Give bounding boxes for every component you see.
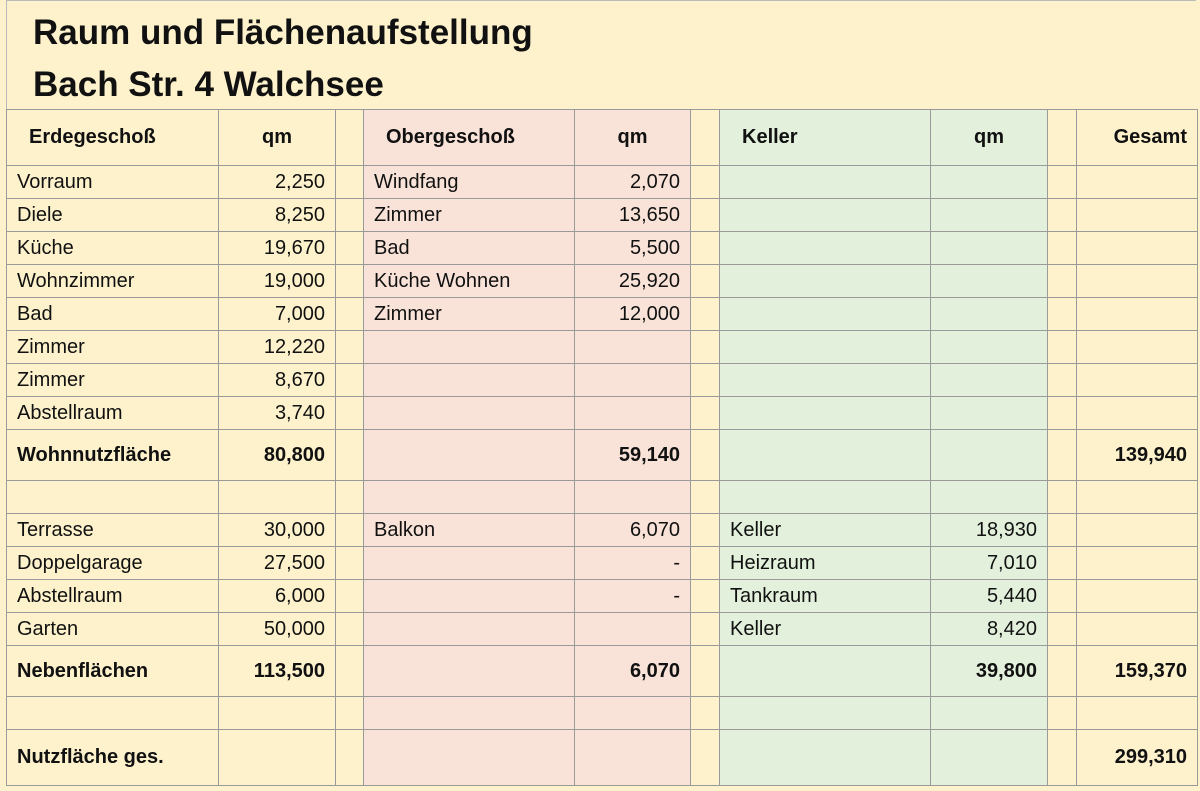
table-row	[7, 331, 1198, 364]
cell-empty[interactable]	[1048, 430, 1077, 481]
cell-empty[interactable]	[720, 199, 931, 232]
table-row	[7, 166, 1198, 199]
cell-empty[interactable]	[1048, 547, 1077, 580]
eg-room[interactable]: Zimmer	[7, 364, 219, 397]
cell-empty[interactable]	[931, 481, 1048, 514]
cell-empty[interactable]	[336, 166, 364, 199]
eg-room[interactable]: Wohnzimmer	[7, 265, 219, 298]
og-area[interactable]: -	[575, 547, 691, 580]
cell-empty[interactable]	[691, 430, 720, 481]
table-row	[7, 397, 1198, 430]
cell-empty[interactable]	[1077, 514, 1198, 547]
wohn-total-eg[interactable]: 80,800	[219, 430, 336, 481]
table-row	[7, 265, 1198, 298]
header-og[interactable]: Obergeschoß	[364, 110, 575, 166]
cell-empty[interactable]	[336, 547, 364, 580]
cell-empty[interactable]	[931, 265, 1048, 298]
neben-total-gesamt[interactable]: 159,370	[1077, 646, 1198, 697]
keller-room[interactable]: Keller	[720, 514, 931, 547]
header-row	[7, 110, 1198, 166]
cell-empty[interactable]	[691, 481, 720, 514]
wohn-total-og[interactable]: 59,140	[575, 430, 691, 481]
table-row	[7, 232, 1198, 265]
og-area[interactable]: 5,500	[575, 232, 691, 265]
cell-empty[interactable]	[720, 166, 931, 199]
eg-room[interactable]: Zimmer	[7, 331, 219, 364]
cell-empty[interactable]	[1048, 397, 1077, 430]
cell-empty[interactable]	[1048, 580, 1077, 613]
og-area[interactable]: -	[575, 580, 691, 613]
cell-empty[interactable]	[1048, 166, 1077, 199]
cell-empty[interactable]	[336, 514, 364, 547]
cell-empty[interactable]	[1048, 613, 1077, 646]
eg-room[interactable]: Doppelgarage	[7, 547, 219, 580]
header-keller-qm[interactable]: qm	[931, 110, 1048, 166]
cell-empty[interactable]	[1077, 547, 1198, 580]
area-table	[6, 109, 1198, 786]
cell-empty[interactable]	[336, 730, 364, 786]
cell-empty[interactable]	[1077, 298, 1198, 331]
cell-empty[interactable]	[1077, 397, 1198, 430]
keller-room[interactable]: Heizraum	[720, 547, 931, 580]
cell-empty[interactable]	[691, 110, 720, 166]
cell-empty[interactable]	[1077, 613, 1198, 646]
cell-empty[interactable]	[691, 298, 720, 331]
cell-empty[interactable]	[575, 481, 691, 514]
og-room[interactable]: Windfang	[364, 166, 575, 199]
cell-empty[interactable]	[931, 730, 1048, 786]
cell-empty[interactable]	[1048, 730, 1077, 786]
og-area[interactable]: 2,070	[575, 166, 691, 199]
cell-empty[interactable]	[691, 730, 720, 786]
cell-empty[interactable]	[1077, 364, 1198, 397]
cell-empty[interactable]	[691, 646, 720, 697]
cell-empty[interactable]	[1048, 364, 1077, 397]
spacer-row	[7, 697, 1198, 730]
cell-empty[interactable]	[219, 730, 336, 786]
keller-area[interactable]: 5,440	[931, 580, 1048, 613]
eg-room[interactable]: Bad	[7, 298, 219, 331]
og-room[interactable]	[364, 547, 575, 580]
eg-room[interactable]: Küche	[7, 232, 219, 265]
cell-empty[interactable]	[931, 298, 1048, 331]
neben-total-label[interactable]: Nebenflächen	[7, 646, 219, 697]
wohn-total-row	[7, 430, 1198, 481]
cell-empty[interactable]	[336, 397, 364, 430]
title-line-1: Raum und Flächenaufstellung	[33, 13, 533, 52]
cell-empty[interactable]	[691, 514, 720, 547]
eg-area[interactable]: 19,670	[219, 232, 336, 265]
eg-area[interactable]: 27,500	[219, 547, 336, 580]
cell-empty[interactable]	[931, 697, 1048, 730]
cell-empty[interactable]	[720, 331, 931, 364]
cell-empty[interactable]	[1048, 646, 1077, 697]
og-area[interactable]: 6,070	[575, 514, 691, 547]
eg-room[interactable]: Terrasse	[7, 514, 219, 547]
cell-empty[interactable]	[1048, 697, 1077, 730]
header-gesamt[interactable]: Gesamt	[1077, 110, 1198, 166]
cell-empty[interactable]	[691, 166, 720, 199]
cell-empty[interactable]	[1077, 166, 1198, 199]
keller-area[interactable]: 18,930	[931, 514, 1048, 547]
cell-empty[interactable]	[336, 430, 364, 481]
cell-empty[interactable]	[720, 697, 931, 730]
cell-empty[interactable]	[720, 430, 931, 481]
cell-empty[interactable]	[336, 697, 364, 730]
cell-empty[interactable]	[931, 199, 1048, 232]
eg-area[interactable]: 6,000	[219, 580, 336, 613]
cell-empty[interactable]	[691, 613, 720, 646]
cell-empty[interactable]	[720, 646, 931, 697]
cell-empty[interactable]	[1048, 298, 1077, 331]
cell-empty[interactable]	[1048, 265, 1077, 298]
table-row	[7, 547, 1198, 580]
eg-room[interactable]: Abstellraum	[7, 397, 219, 430]
cell-empty[interactable]	[691, 580, 720, 613]
eg-room[interactable]: Abstellraum	[7, 580, 219, 613]
og-area[interactable]	[575, 331, 691, 364]
table-row	[7, 199, 1198, 232]
eg-area[interactable]: 8,250	[219, 199, 336, 232]
header-og-qm[interactable]: qm	[575, 110, 691, 166]
og-area[interactable]: 12,000	[575, 298, 691, 331]
cell-empty[interactable]	[7, 697, 219, 730]
og-area[interactable]	[575, 613, 691, 646]
og-room[interactable]: Küche Wohnen	[364, 265, 575, 298]
cell-empty[interactable]	[720, 265, 931, 298]
keller-room[interactable]: Tankraum	[720, 580, 931, 613]
cell-empty[interactable]	[336, 265, 364, 298]
og-room[interactable]	[364, 364, 575, 397]
cell-empty[interactable]	[1048, 481, 1077, 514]
cell-empty[interactable]	[1077, 580, 1198, 613]
table-row	[7, 580, 1198, 613]
eg-room[interactable]: Vorraum	[7, 166, 219, 199]
og-room[interactable]: Zimmer	[364, 298, 575, 331]
title-block	[6, 0, 1196, 109]
neben-total-row	[7, 646, 1198, 697]
og-room[interactable]: Bad	[364, 232, 575, 265]
title-line-2: Bach Str. 4 Walchsee	[33, 65, 384, 104]
cell-empty[interactable]	[364, 481, 575, 514]
og-room[interactable]	[364, 580, 575, 613]
eg-area[interactable]: 19,000	[219, 265, 336, 298]
eg-area[interactable]: 30,000	[219, 514, 336, 547]
eg-area[interactable]: 50,000	[219, 613, 336, 646]
cell-empty[interactable]	[720, 364, 931, 397]
cell-empty[interactable]	[691, 547, 720, 580]
keller-area[interactable]: 7,010	[931, 547, 1048, 580]
neben-total-keller[interactable]: 39,800	[931, 646, 1048, 697]
cell-empty[interactable]	[1048, 110, 1077, 166]
keller-room[interactable]: Keller	[720, 613, 931, 646]
og-room[interactable]: Zimmer	[364, 199, 575, 232]
cell-empty[interactable]	[219, 697, 336, 730]
cell-empty[interactable]	[336, 364, 364, 397]
cell-empty[interactable]	[1048, 331, 1077, 364]
cell-empty[interactable]	[336, 481, 364, 514]
cell-empty[interactable]	[7, 481, 219, 514]
og-room[interactable]: Balkon	[364, 514, 575, 547]
cell-empty[interactable]	[364, 430, 575, 481]
neben-total-eg[interactable]: 113,500	[219, 646, 336, 697]
cell-empty[interactable]	[1077, 481, 1198, 514]
cell-empty[interactable]	[691, 232, 720, 265]
cell-empty[interactable]	[720, 232, 931, 265]
spacer-row	[7, 481, 1198, 514]
keller-area[interactable]: 8,420	[931, 613, 1048, 646]
cell-empty[interactable]	[1077, 265, 1198, 298]
eg-area[interactable]: 12,220	[219, 331, 336, 364]
cell-empty[interactable]	[931, 232, 1048, 265]
cell-empty[interactable]	[691, 331, 720, 364]
cell-empty[interactable]	[691, 364, 720, 397]
cell-empty[interactable]	[691, 265, 720, 298]
table-row	[7, 364, 1198, 397]
cell-empty[interactable]	[1048, 199, 1077, 232]
header-eg-qm[interactable]: qm	[219, 110, 336, 166]
cell-empty[interactable]	[1048, 514, 1077, 547]
cell-empty[interactable]	[336, 331, 364, 364]
cell-empty[interactable]	[364, 730, 575, 786]
cell-empty[interactable]	[931, 166, 1048, 199]
eg-room[interactable]: Garten	[7, 613, 219, 646]
cell-empty[interactable]	[219, 481, 336, 514]
cell-empty[interactable]	[691, 397, 720, 430]
grand-total-gesamt[interactable]: 299,310	[1077, 730, 1198, 786]
wohn-total-label[interactable]: Wohnnutzfläche	[7, 430, 219, 481]
cell-empty[interactable]	[336, 580, 364, 613]
eg-area[interactable]: 3,740	[219, 397, 336, 430]
grand-total-label[interactable]: Nutzfläche ges.	[7, 730, 219, 786]
og-room[interactable]	[364, 397, 575, 430]
og-room[interactable]	[364, 331, 575, 364]
cell-empty[interactable]	[720, 730, 931, 786]
cell-empty[interactable]	[931, 364, 1048, 397]
cell-empty[interactable]	[931, 331, 1048, 364]
cell-empty[interactable]	[336, 232, 364, 265]
og-room[interactable]	[364, 613, 575, 646]
og-area[interactable]: 25,920	[575, 265, 691, 298]
cell-empty[interactable]	[1077, 199, 1198, 232]
cell-empty[interactable]	[720, 298, 931, 331]
cell-empty[interactable]	[575, 730, 691, 786]
cell-empty[interactable]	[1048, 232, 1077, 265]
cell-empty[interactable]	[336, 199, 364, 232]
neben-total-og[interactable]: 6,070	[575, 646, 691, 697]
cell-empty[interactable]	[1077, 697, 1198, 730]
cell-empty[interactable]	[931, 430, 1048, 481]
cell-empty[interactable]	[336, 646, 364, 697]
cell-empty[interactable]	[364, 697, 575, 730]
cell-empty[interactable]	[691, 697, 720, 730]
cell-empty[interactable]	[336, 110, 364, 166]
cell-empty[interactable]	[720, 397, 931, 430]
table-row	[7, 514, 1198, 547]
wohn-total-gesamt[interactable]: 139,940	[1077, 430, 1198, 481]
cell-empty[interactable]	[336, 298, 364, 331]
header-keller[interactable]: Keller	[720, 110, 931, 166]
cell-empty[interactable]	[1077, 232, 1198, 265]
cell-empty[interactable]	[575, 697, 691, 730]
cell-empty[interactable]	[691, 199, 720, 232]
cell-empty[interactable]	[931, 397, 1048, 430]
eg-room[interactable]: Diele	[7, 199, 219, 232]
eg-area[interactable]: 7,000	[219, 298, 336, 331]
cell-empty[interactable]	[1077, 331, 1198, 364]
cell-empty[interactable]	[336, 613, 364, 646]
eg-area[interactable]: 8,670	[219, 364, 336, 397]
table-row	[7, 298, 1198, 331]
eg-area[interactable]: 2,250	[219, 166, 336, 199]
grand-total-row	[7, 730, 1198, 786]
og-area[interactable]	[575, 397, 691, 430]
cell-empty[interactable]	[364, 646, 575, 697]
og-area[interactable]	[575, 364, 691, 397]
og-area[interactable]: 13,650	[575, 199, 691, 232]
table-row	[7, 613, 1198, 646]
cell-empty[interactable]	[720, 481, 931, 514]
header-eg[interactable]: Erdegeschoß	[7, 110, 219, 166]
